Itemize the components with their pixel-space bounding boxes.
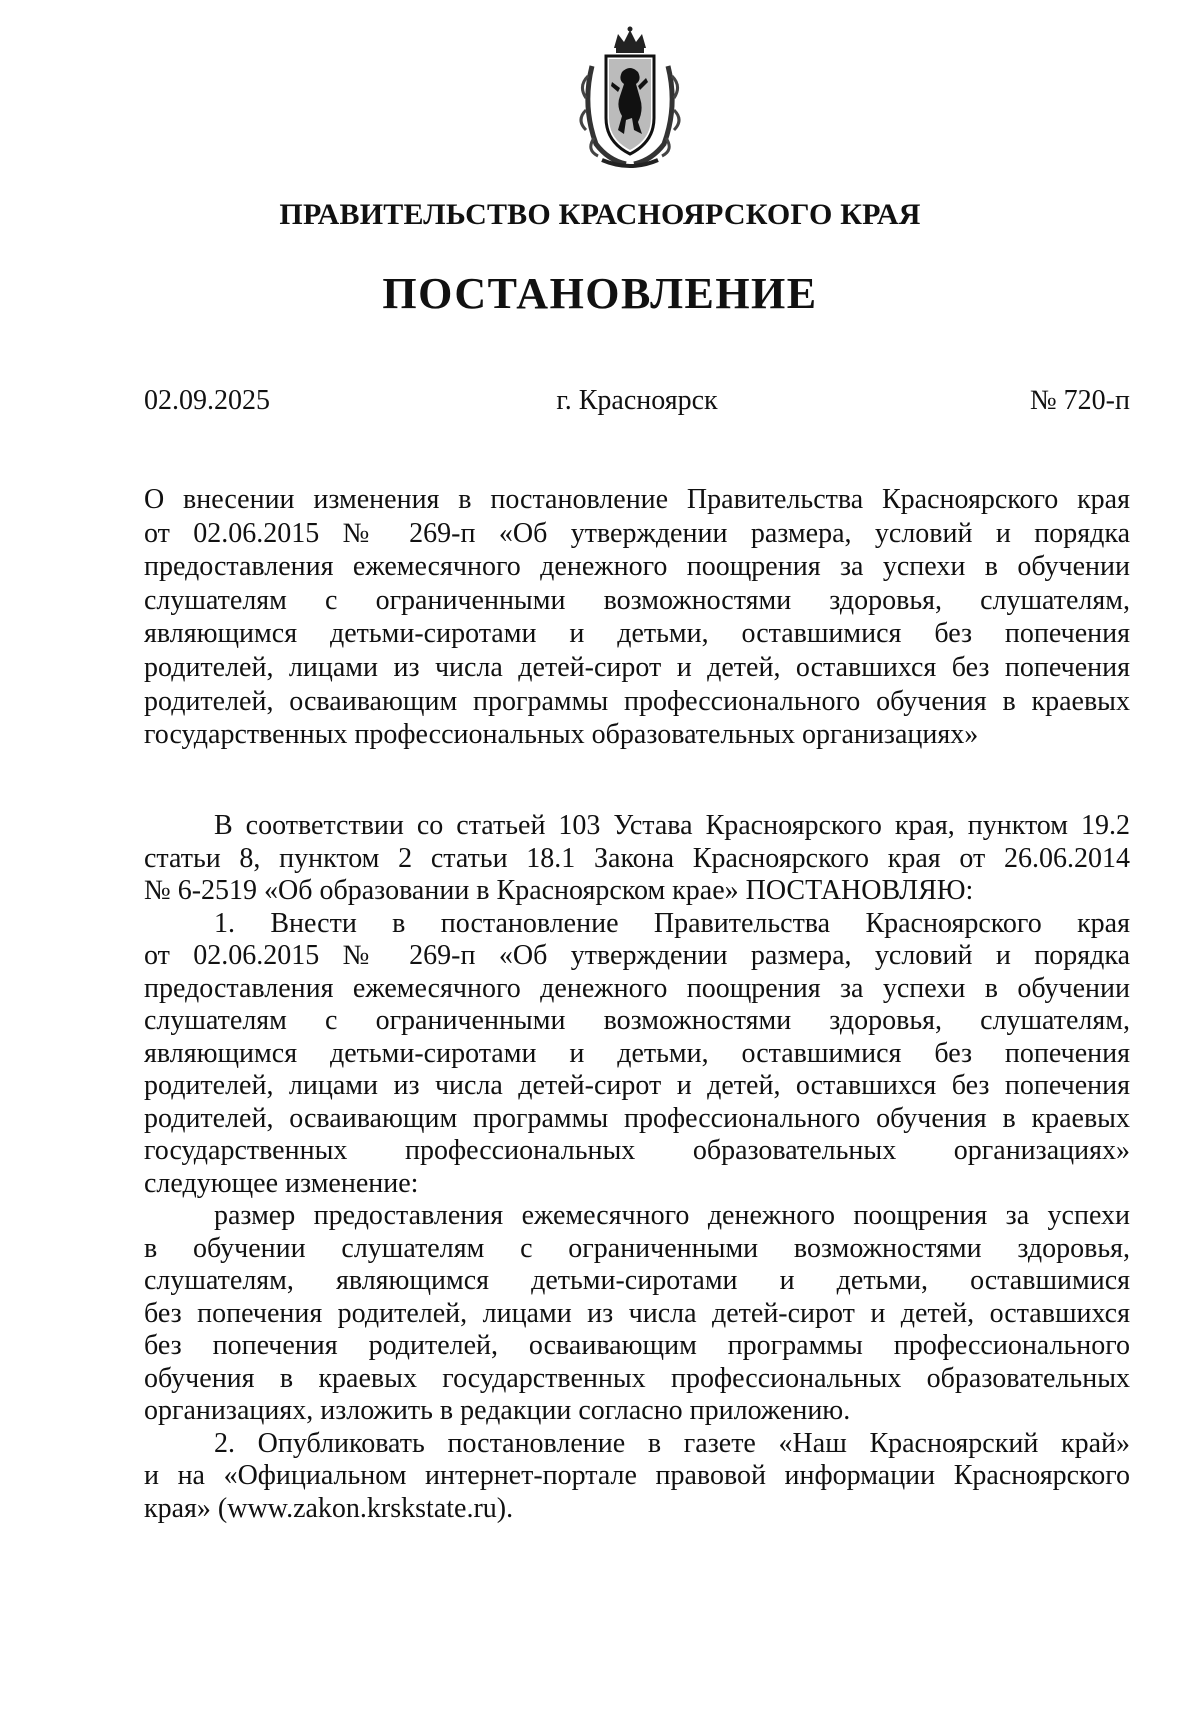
document-subject-title [144, 483, 1130, 752]
preamble-paragraph [144, 810, 1130, 908]
change-text-paragraph [144, 1200, 1130, 1428]
body-line: государственных профессиональных образовательных организациях» [144, 1135, 1130, 1166]
document-date: 02.09.2025 [144, 385, 270, 416]
body-line: предоставления ежемесячного денежного поощрения за успехи в обучении [144, 972, 1130, 1004]
body-line: края» (www.zakon.krskstate.ru). [144, 1492, 514, 1524]
body-line: без попечения родителей, лицами из числа детей-сирот и детей, оставшихся [144, 1297, 1130, 1329]
document-meta-row [144, 385, 1130, 425]
title-line: предоставления ежемесячного денежного поощрения за успехи в обучении [144, 551, 1130, 583]
body-line: в обучении слушателям с ограниченными возможностями здоровья, [144, 1232, 1130, 1264]
body-line: слушателям с ограниченными возможностями здоровья, слушателям, [144, 1005, 1130, 1036]
title-line: слушателям с ограниченными возможностями здоровья, слушателям, [144, 584, 1130, 616]
body-line: и на «Официальном интернет-портале правовой информации Красноярского [144, 1460, 1130, 1491]
title-line: О внесении изменения в постановление Правительства Красноярского края [144, 484, 1130, 515]
body-line: следующее изменение: [144, 1167, 419, 1199]
body-line: 2. Опубликовать постановление в газете «Наш Красноярский край» [214, 1427, 1130, 1459]
title-line: родителей, лицами из числа детей-сирот и детей, оставшихся без попечения [144, 651, 1130, 683]
body-line: размер предоставления ежемесячного денежного поощрения за успехи [214, 1200, 1130, 1231]
title-line: государственных профессиональных образовательных организациях» [144, 719, 979, 751]
body-line: без попечения родителей, осваивающим программы профессионального [144, 1330, 1130, 1361]
document-number: № 720-п [1029, 385, 1130, 416]
krasnoyarsk-coat-of-arms-emblem [578, 26, 682, 172]
document-body [144, 810, 1130, 1525]
body-line: организациях, изложить в редакции согласно приложению. [144, 1395, 851, 1426]
body-line: 1. Внести в постановление Правительства Красноярского края [214, 907, 1130, 939]
title-line: являющимся детьми-сиротами и детьми, оставшимися без попечения [144, 618, 1130, 650]
body-line: родителей, осваивающим программы профессионального обучения в краевых [144, 1102, 1130, 1134]
body-line: родителей, лицами из числа детей-сирот и детей, оставшихся без попечения [144, 1070, 1130, 1101]
body-line: от 02.06.2015 № 269-п «Об утверждении размера, условий и порядка [144, 940, 1130, 971]
body-line: слушателям, являющимся детьми-сиротами и детьми, оставшимися [144, 1265, 1130, 1296]
item-2-paragraph [144, 1428, 1130, 1526]
body-line: являющимся детьми-сиротами и детьми, оставшимися без попечения [144, 1037, 1130, 1069]
document-kind-heading: ПОСТАНОВЛЕНИЕ [382, 269, 818, 318]
body-line: В соответствии со статьей 103 Устава Красноярского края, пунктом 19.2 [214, 810, 1130, 841]
body-line: статьи 8, пунктом 2 статьи 18.1 Закона Красноярского края от 26.06.2014 [144, 842, 1130, 874]
body-line: обучения в краевых государственных профессиональных образовательных [144, 1362, 1130, 1394]
document-city: г. Красноярск [556, 385, 718, 416]
body-line: № 6-2519 «Об образовании в Красноярском крае» ПОСТАНОВЛЯЮ: [144, 875, 974, 906]
title-line: родителей, осваивающим программы профессионального обучения в краевых [144, 685, 1130, 717]
title-line: от 02.06.2015 № 269-п «Об утверждении размера, условий и порядка [144, 517, 1130, 549]
organization-title: ПРАВИТЕЛЬСТВО КРАСНОЯРСКОГО КРАЯ [279, 198, 921, 231]
item-1-paragraph [144, 908, 1130, 1201]
